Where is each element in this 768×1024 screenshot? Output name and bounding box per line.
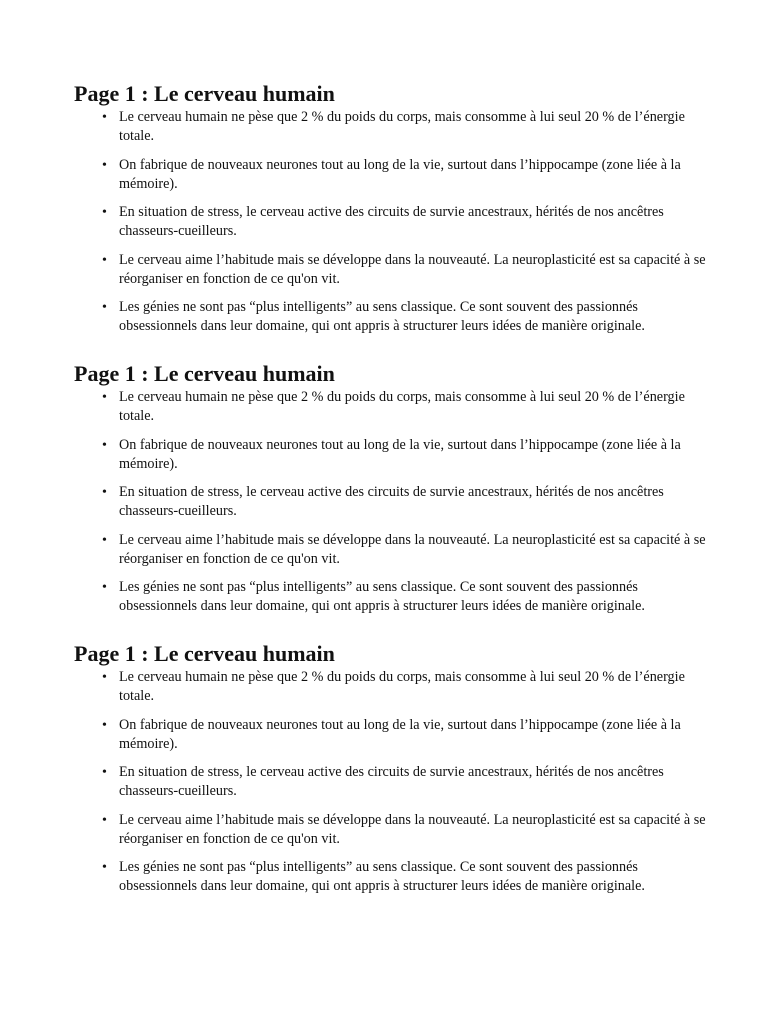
bullet-icon: •	[102, 390, 107, 405]
bullet-icon: •	[102, 205, 107, 221]
list-item-text: Le cerveau aime l’habitude mais se développe dans la nouveauté. La neuroplasticité est sa capacité à se réorganiser en fonction de ce qu'on vit.	[119, 251, 706, 287]
bullet-list	[74, 108, 714, 336]
list-item	[74, 811, 714, 849]
section-heading: Page 1 : Le cerveau humain	[74, 81, 335, 106]
list-item-text: Le cerveau aime l’habitude mais se développe dans la nouveauté. La neuroplasticité est sa capacité à se réorganiser en fonction de ce qu'on vit.	[119, 531, 706, 567]
bullet-icon: •	[102, 300, 107, 316]
bullet-icon: •	[102, 812, 107, 828]
bullet-icon: •	[102, 765, 107, 781]
section-heading: Page 1 : Le cerveau humain	[74, 361, 335, 386]
bullet-icon: •	[102, 485, 107, 501]
list-item-text: En situation de stress, le cerveau active des circuits de survie ancestraux, hérités de nos ancêtres chasseurs-cueilleurs.	[119, 764, 664, 800]
list-item-text: Les génies ne sont pas “plus intelligents” au sens classique. Ce sont souvent des passionnés obsessionnels dans leur domaine, qui ont appris à structurer leurs idées de manière originale.	[119, 299, 645, 335]
list-item	[74, 108, 714, 146]
list-item	[74, 251, 714, 289]
bullet-icon: •	[102, 532, 107, 548]
bullet-icon: •	[102, 717, 107, 733]
list-item-text: Les génies ne sont pas “plus intelligents” au sens classique. Ce sont souvent des passionnés obsessionnels dans leur domaine, qui ont appris à structurer leurs idées de manière originale.	[119, 579, 645, 615]
list-item-text: Le cerveau humain ne pèse que 2 % du poids du corps, mais consomme à lui seul 20 % de l’énergie totale.	[119, 109, 685, 144]
list-item	[74, 716, 714, 754]
list-item	[74, 531, 714, 569]
bullet-icon: •	[102, 580, 107, 596]
list-item	[74, 578, 714, 616]
bullet-list	[74, 668, 714, 896]
list-item-text: On fabrique de nouveaux neurones tout au long de la vie, surtout dans l’hippocampe (zone liée à la mémoire).	[119, 156, 681, 192]
list-item	[74, 763, 714, 801]
list-item	[74, 668, 714, 706]
bullet-icon: •	[102, 110, 107, 125]
bullet-icon: •	[102, 437, 107, 453]
list-item-text: En situation de stress, le cerveau active des circuits de survie ancestraux, hérités de nos ancêtres chasseurs-cueilleurs.	[119, 204, 664, 240]
list-item-text: Le cerveau humain ne pèse que 2 % du poids du corps, mais consomme à lui seul 20 % de l’énergie totale.	[119, 669, 685, 704]
list-item	[74, 156, 714, 194]
list-item-text: En situation de stress, le cerveau active des circuits de survie ancestraux, hérités de nos ancêtres chasseurs-cueilleurs.	[119, 484, 664, 520]
bullet-icon: •	[102, 670, 107, 685]
list-item-text: Le cerveau humain ne pèse que 2 % du poids du corps, mais consomme à lui seul 20 % de l’énergie totale.	[119, 389, 685, 424]
list-item	[74, 203, 714, 241]
list-item-text: Le cerveau aime l’habitude mais se développe dans la nouveauté. La neuroplasticité est sa capacité à se réorganiser en fonction de ce qu'on vit.	[119, 811, 706, 847]
section-2	[74, 361, 714, 616]
bullet-icon: •	[102, 252, 107, 268]
list-item	[74, 388, 714, 426]
section-1	[74, 81, 714, 336]
bullet-list	[74, 388, 714, 616]
list-item	[74, 858, 714, 896]
list-item-text: On fabrique de nouveaux neurones tout au long de la vie, surtout dans l’hippocampe (zone liée à la mémoire).	[119, 436, 681, 472]
bullet-icon: •	[102, 860, 107, 876]
section-3	[74, 641, 714, 896]
bullet-icon: •	[102, 157, 107, 173]
section-heading: Page 1 : Le cerveau humain	[74, 641, 335, 666]
list-item	[74, 483, 714, 521]
list-item-text: On fabrique de nouveaux neurones tout au long de la vie, surtout dans l’hippocampe (zone liée à la mémoire).	[119, 716, 681, 752]
list-item	[74, 436, 714, 474]
list-item	[74, 298, 714, 336]
list-item-text: Les génies ne sont pas “plus intelligents” au sens classique. Ce sont souvent des passionnés obsessionnels dans leur domaine, qui ont appris à structurer leurs idées de manière originale.	[119, 859, 645, 895]
